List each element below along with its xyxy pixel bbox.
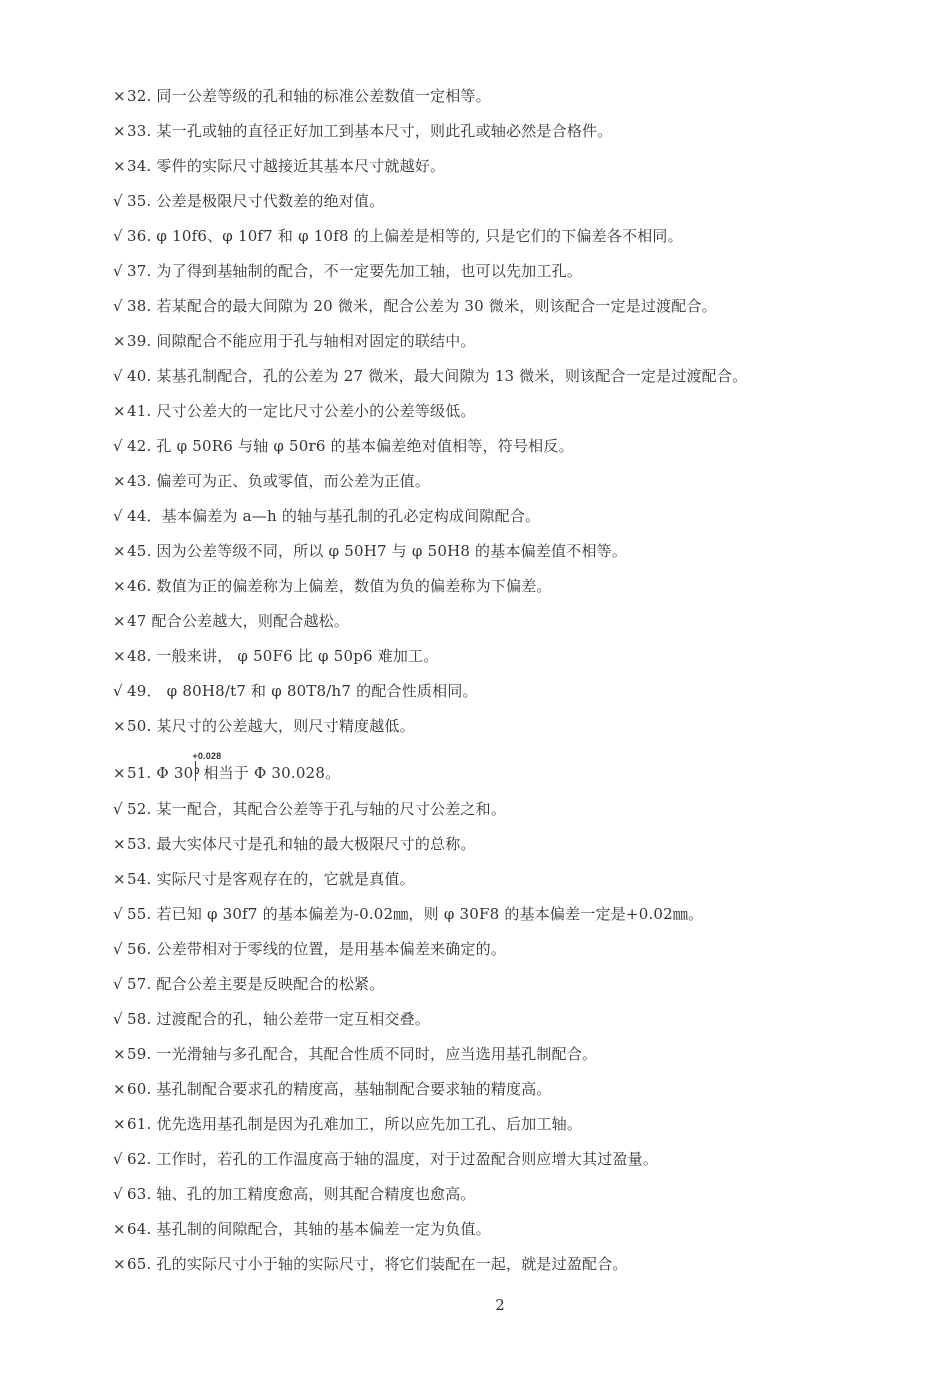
item-text: 43. 偏差可为正、负或零值，而公差为正值。 bbox=[127, 472, 431, 490]
list-item bbox=[113, 574, 913, 609]
item-text: 33. 某一孔或轴的直径正好加工到基本尺寸，则此孔或轴必然是合格件。 bbox=[127, 122, 613, 140]
item-text: 42. 孔 φ 50R6 与轴 φ 50r6 的基本偏差绝对值相等，符号相反。 bbox=[127, 437, 574, 455]
lower-deviation: 0 bbox=[194, 766, 200, 776]
answer-mark: √ bbox=[113, 262, 123, 280]
item-text-suffix: 相当于 Φ 30.028。 bbox=[203, 764, 341, 782]
list-item-tolerance bbox=[113, 749, 913, 797]
answer-mark: √ bbox=[113, 192, 123, 210]
list-item bbox=[113, 1112, 913, 1147]
list-item bbox=[113, 972, 913, 1007]
list-item bbox=[113, 504, 913, 539]
item-text: 56. 公差带相对于零线的位置，是用基本偏差来确定的。 bbox=[127, 940, 507, 958]
list-item bbox=[113, 1182, 913, 1217]
list-item bbox=[113, 224, 913, 259]
list-item bbox=[113, 679, 913, 714]
answer-mark: √ bbox=[113, 297, 123, 315]
answer-mark: √ bbox=[113, 1010, 123, 1028]
answer-mark: √ bbox=[113, 1150, 123, 1168]
answer-mark: × bbox=[113, 472, 126, 490]
answer-mark: × bbox=[113, 87, 126, 105]
item-text: 54. 实际尺寸是客观存在的，它就是真值。 bbox=[127, 870, 415, 888]
item-text: 65. 孔的实际尺寸小于轴的实际尺寸，将它们装配在一起，就是过盈配合。 bbox=[127, 1255, 628, 1273]
answer-mark: × bbox=[113, 332, 126, 350]
list-item bbox=[113, 1147, 913, 1182]
answer-mark: √ bbox=[113, 227, 123, 245]
item-text: 60. 基孔制配合要求孔的精度高，基轴制配合要求轴的精度高。 bbox=[127, 1080, 552, 1098]
answer-mark: × bbox=[113, 647, 126, 665]
answer-mark: × bbox=[113, 1080, 126, 1098]
item-text: 40. 某基孔制配合，孔的公差为 27 微米，最大间隙为 13 微米，则该配合一定是过渡配合。 bbox=[127, 367, 748, 385]
list-item bbox=[113, 867, 913, 902]
answer-mark: √ bbox=[113, 437, 123, 455]
answer-mark: √ bbox=[113, 682, 123, 700]
list-item bbox=[113, 154, 913, 189]
item-text: 36. φ 10f6、φ 10f7 和 φ 10f8 的上偏差是相等的, 只是它们的下偏差各不相同。 bbox=[127, 227, 683, 245]
list-item bbox=[113, 1217, 913, 1252]
answer-mark: √ bbox=[113, 975, 123, 993]
answer-mark: × bbox=[113, 577, 126, 595]
list-item bbox=[113, 434, 913, 469]
list-item bbox=[113, 329, 913, 364]
item-text: 63. 轴、孔的加工精度愈高，则其配合精度也愈高。 bbox=[127, 1185, 476, 1203]
answer-mark: × bbox=[113, 1115, 126, 1133]
list-item bbox=[113, 832, 913, 867]
list-item bbox=[113, 189, 913, 224]
answer-mark: × bbox=[113, 764, 126, 782]
true-false-list bbox=[113, 84, 913, 1287]
item-text: 61. 优先选用基孔制是因为孔难加工，所以应先加工孔、后加工轴。 bbox=[127, 1115, 583, 1133]
item-text: 35. 公差是极限尺寸代数差的绝对值。 bbox=[127, 192, 385, 210]
list-item bbox=[113, 1042, 913, 1077]
list-item bbox=[113, 937, 913, 972]
item-text: 59. 一光滑轴与多孔配合，其配合性质不同时，应当选用基孔制配合。 bbox=[127, 1045, 598, 1063]
list-item bbox=[113, 119, 913, 154]
answer-mark: √ bbox=[113, 800, 123, 818]
item-text: 41. 尺寸公差大的一定比尺寸公差小的公差等级低。 bbox=[127, 402, 476, 420]
item-text: 46. 数值为正的偏差称为上偏差，数值为负的偏差称为下偏差。 bbox=[127, 577, 552, 595]
answer-mark: × bbox=[113, 1255, 126, 1273]
list-item bbox=[113, 539, 913, 574]
answer-mark: × bbox=[113, 122, 126, 140]
answer-mark: √ bbox=[113, 1185, 123, 1203]
upper-deviation: +0.028 bbox=[192, 751, 222, 761]
item-text: 64. 基孔制的间隙配合，其轴的基本偏差一定为负值。 bbox=[127, 1220, 491, 1238]
list-item bbox=[113, 294, 913, 329]
list-item bbox=[113, 259, 913, 294]
item-text: 37. 为了得到基轴制的配合，不一定要先加工轴，也可以先加工孔。 bbox=[127, 262, 583, 280]
item-text: 44．基本偏差为 a—h 的轴与基孔制的孔必定构成间隙配合。 bbox=[127, 507, 541, 525]
page-number: 2 bbox=[495, 1296, 505, 1314]
list-item bbox=[113, 644, 913, 679]
answer-mark: × bbox=[113, 612, 126, 630]
answer-mark: × bbox=[113, 835, 126, 853]
item-text: 52. 某一配合，其配合公差等于孔与轴的尺寸公差之和。 bbox=[127, 800, 507, 818]
item-text: 39. 间隙配合不能应用于孔与轴相对固定的联结中。 bbox=[127, 332, 476, 350]
item-text: 34. 零件的实际尺寸越接近其基本尺寸就越好。 bbox=[127, 157, 446, 175]
item-text: 57. 配合公差主要是反映配合的松紧。 bbox=[127, 975, 385, 993]
answer-mark: × bbox=[113, 1045, 126, 1063]
answer-mark: × bbox=[113, 870, 126, 888]
item-text: 38. 若某配合的最大间隙为 20 微米，配合公差为 30 微米，则该配合一定是过渡配合。 bbox=[127, 297, 717, 315]
list-item bbox=[113, 902, 913, 937]
answer-mark: √ bbox=[113, 905, 123, 923]
item-text: 45. 因为公差等级不同，所以 φ 50H7 与 φ 50H8 的基本偏差值不相等。 bbox=[127, 542, 628, 560]
tolerance-deviation bbox=[192, 751, 222, 781]
item-text: 58. 过渡配合的孔，轴公差带一定互相交叠。 bbox=[127, 1010, 431, 1028]
item-text: 53. 最大实体尺寸是孔和轴的最大极限尺寸的总称。 bbox=[127, 835, 476, 853]
item-text: 47 配合公差越大，则配合越松。 bbox=[127, 612, 350, 630]
list-item bbox=[113, 1252, 913, 1287]
list-item bbox=[113, 1007, 913, 1042]
list-item bbox=[113, 797, 913, 832]
answer-mark: √ bbox=[113, 940, 123, 958]
list-item bbox=[113, 364, 913, 399]
answer-mark: × bbox=[113, 717, 126, 735]
list-item bbox=[113, 469, 913, 504]
answer-mark: × bbox=[113, 157, 126, 175]
answer-mark: √ bbox=[113, 507, 123, 525]
answer-mark: × bbox=[113, 402, 126, 420]
list-item bbox=[113, 609, 913, 644]
list-item bbox=[113, 84, 913, 119]
list-item bbox=[113, 1077, 913, 1112]
item-text: 32. 同一公差等级的孔和轴的标准公差数值一定相等。 bbox=[127, 87, 491, 105]
item-text: 48. 一般来讲， φ 50F6 比 φ 50p6 难加工。 bbox=[127, 647, 439, 665]
item-text-prefix: 51. Φ 30 bbox=[127, 764, 194, 782]
list-item bbox=[113, 399, 913, 434]
list-item bbox=[113, 714, 913, 749]
item-text: 55. 若已知 φ 30f7 的基本偏差为-0.02㎜，则 φ 30F8 的基本偏差一定是+0.02㎜。 bbox=[127, 905, 704, 923]
item-text: 49． φ 80H8/t7 和 φ 80T8/h7 的配合性质相同。 bbox=[127, 682, 478, 700]
answer-mark: √ bbox=[113, 367, 123, 385]
answer-mark: × bbox=[113, 1220, 126, 1238]
item-text: 50. 某尺寸的公差越大，则尺寸精度越低。 bbox=[127, 717, 415, 735]
item-text: 62. 工作时，若孔的工作温度高于轴的温度，对于过盈配合则应增大其过盈量。 bbox=[127, 1150, 659, 1168]
answer-mark: × bbox=[113, 542, 126, 560]
